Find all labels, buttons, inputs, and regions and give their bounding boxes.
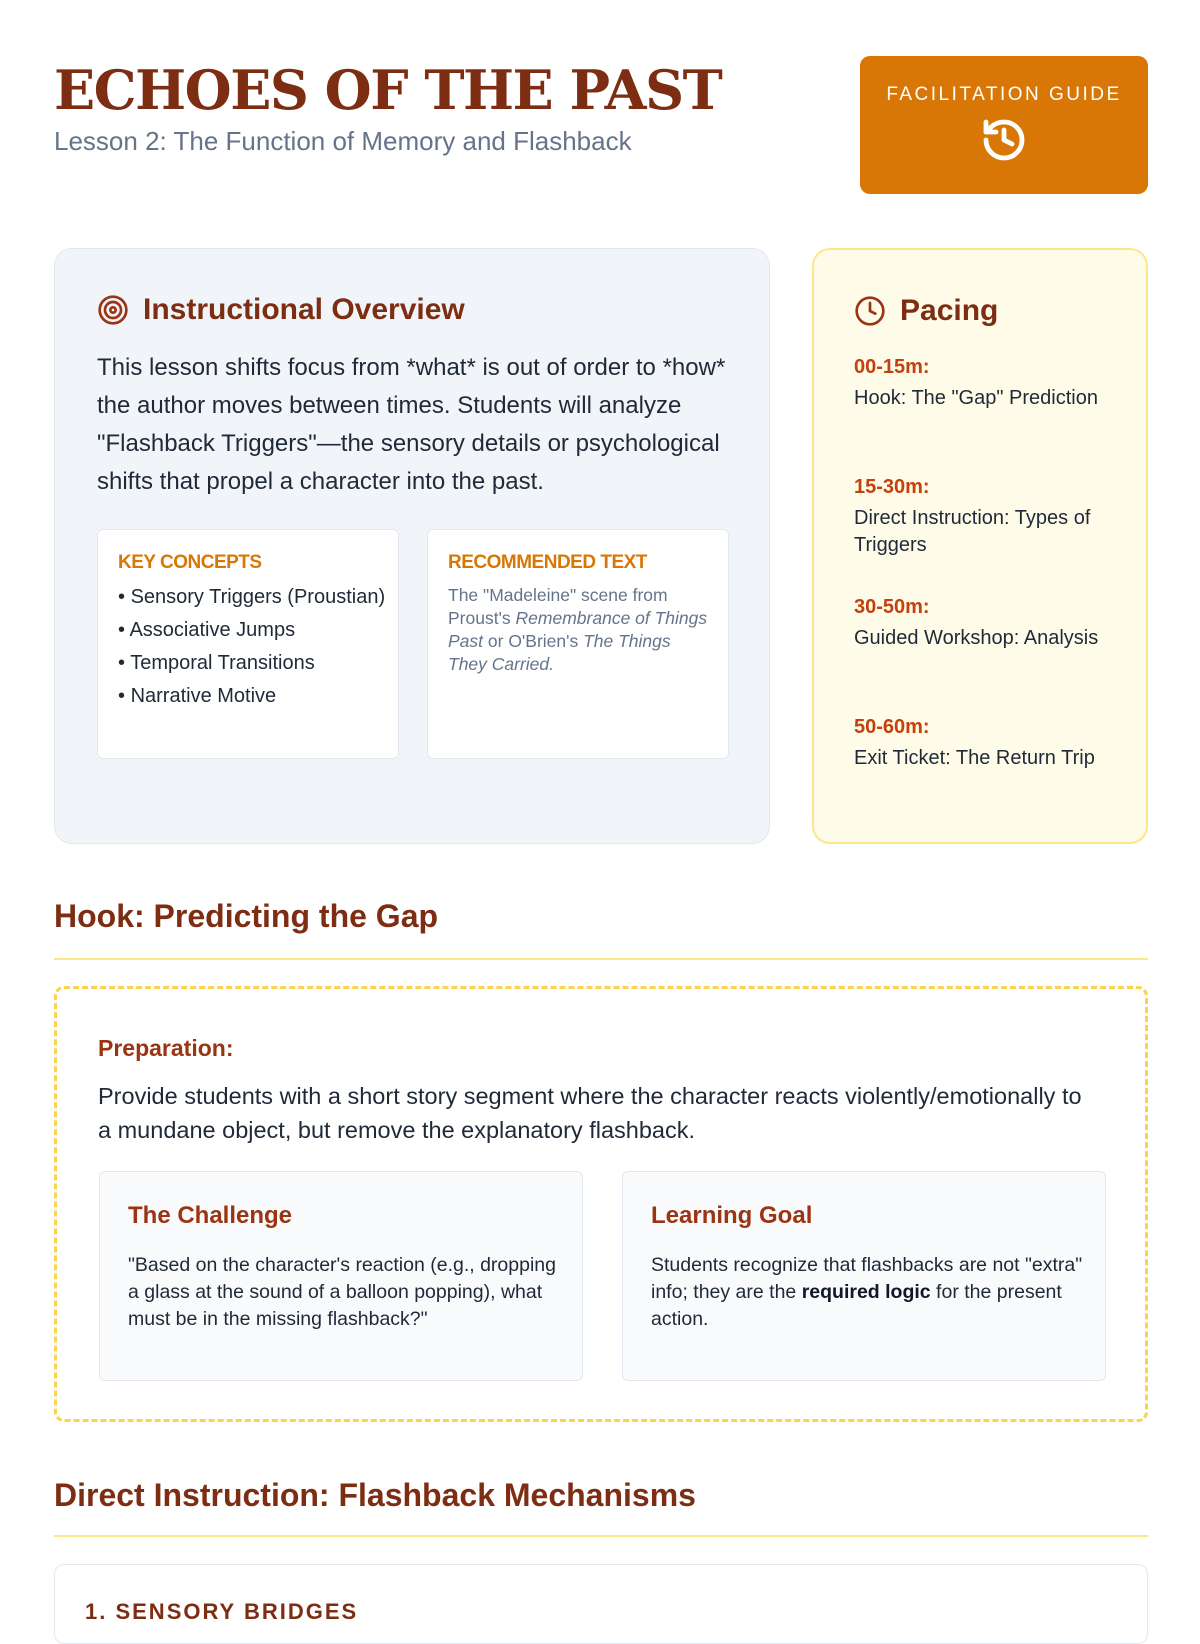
pacing-time: 30-50m: bbox=[854, 596, 930, 618]
facilitation-guide-badge bbox=[860, 56, 1148, 194]
preparation-text: Provide students with a short story segment where the character reacts violently/emotionally to a mundane object, but remove the explanatory flashback. bbox=[98, 1083, 1082, 1143]
history-icon bbox=[980, 116, 1028, 164]
book-title-proust: Remembrance of Things Past bbox=[448, 608, 708, 651]
recommended-text-label: RECOMMENDED TEXT bbox=[448, 552, 647, 573]
pacing-item bbox=[854, 476, 1124, 559]
instructional-overview-panel bbox=[54, 248, 770, 844]
page-title: ECHOES OF THE PAST bbox=[54, 58, 722, 122]
challenge-title: The Challenge bbox=[128, 1202, 293, 1229]
page-subtitle: Lesson 2: The Function of Memory and Flashback bbox=[54, 126, 632, 156]
overview-heading-row bbox=[97, 293, 465, 327]
sensory-bridges-card bbox=[54, 1564, 1148, 1644]
clock-icon bbox=[854, 295, 886, 327]
key-concepts-card bbox=[97, 529, 399, 759]
recommended-text-card bbox=[427, 529, 729, 759]
pacing-heading: Pacing bbox=[900, 294, 999, 327]
direct-instruction-heading: Direct Instruction: Flashback Mechanisms bbox=[54, 1477, 696, 1513]
overview-heading: Instructional Overview bbox=[143, 293, 465, 326]
hook-heading: Hook: Predicting the Gap bbox=[54, 898, 439, 934]
pacing-time: 00-15m: bbox=[854, 356, 930, 378]
pacing-time: 50-60m: bbox=[854, 716, 930, 738]
pacing-heading-row bbox=[854, 294, 998, 328]
direct-instruction-section-header bbox=[54, 1477, 1148, 1537]
pacing-item bbox=[854, 356, 1124, 412]
pacing-time: 15-30m: bbox=[854, 476, 930, 498]
preparation-label: Preparation: bbox=[98, 1035, 234, 1061]
sensory-bridges-label: 1. SENSORY BRIDGES bbox=[85, 1599, 359, 1624]
key-concepts-label: KEY CONCEPTS bbox=[118, 552, 262, 573]
target-icon bbox=[97, 294, 129, 326]
learning-goal-text: Students recognize that flashbacks are not "extra" info; they are the required logic for the present action. bbox=[651, 1254, 1083, 1330]
list-item: • Sensory Triggers (Proustian) bbox=[118, 586, 386, 608]
challenge-text: "Based on the character's reaction (e.g., dropping a glass at the sound of a balloon popping), what must be in the missing flashback?" bbox=[128, 1254, 556, 1330]
learning-goal-title: Learning Goal bbox=[651, 1202, 813, 1229]
list-item: • Associative Jumps bbox=[118, 619, 296, 641]
pacing-item bbox=[854, 716, 1124, 772]
pacing-desc: Exit Ticket: The Return Trip bbox=[854, 747, 1095, 769]
challenge-card bbox=[99, 1171, 583, 1381]
pacing-panel bbox=[812, 248, 1148, 844]
overview-text: This lesson shifts focus from *what* is out of order to *how* the author moves between times. Students will analyze "Flashback Triggers"—the sensory details or psychological shifts that propel a character into the past. bbox=[97, 354, 726, 495]
hook-section-header bbox=[54, 898, 1148, 960]
learning-goal-card bbox=[622, 1171, 1106, 1381]
list-item: • Narrative Motive bbox=[118, 685, 277, 707]
pacing-desc: Guided Workshop: Analysis bbox=[854, 627, 1099, 649]
hook-activity-box bbox=[54, 986, 1148, 1422]
pacing-desc: Direct Instruction: Types of Triggers bbox=[854, 507, 1091, 556]
badge-label: FACILITATION GUIDE bbox=[886, 84, 1122, 105]
page-header bbox=[54, 56, 1148, 196]
list-item: • Temporal Transitions bbox=[118, 652, 315, 674]
key-concepts-list bbox=[118, 584, 388, 716]
pacing-item bbox=[854, 596, 1124, 652]
recommended-text-body: The "Madeleine" scene from Proust's Remembrance of Things Past or O'Brien's The Things They Carried. bbox=[448, 585, 708, 674]
emphasis-text: required logic bbox=[801, 1281, 931, 1303]
book-title-obrien: The Things They Carried. bbox=[448, 631, 671, 674]
pacing-desc: Hook: The "Gap" Prediction bbox=[854, 387, 1098, 409]
